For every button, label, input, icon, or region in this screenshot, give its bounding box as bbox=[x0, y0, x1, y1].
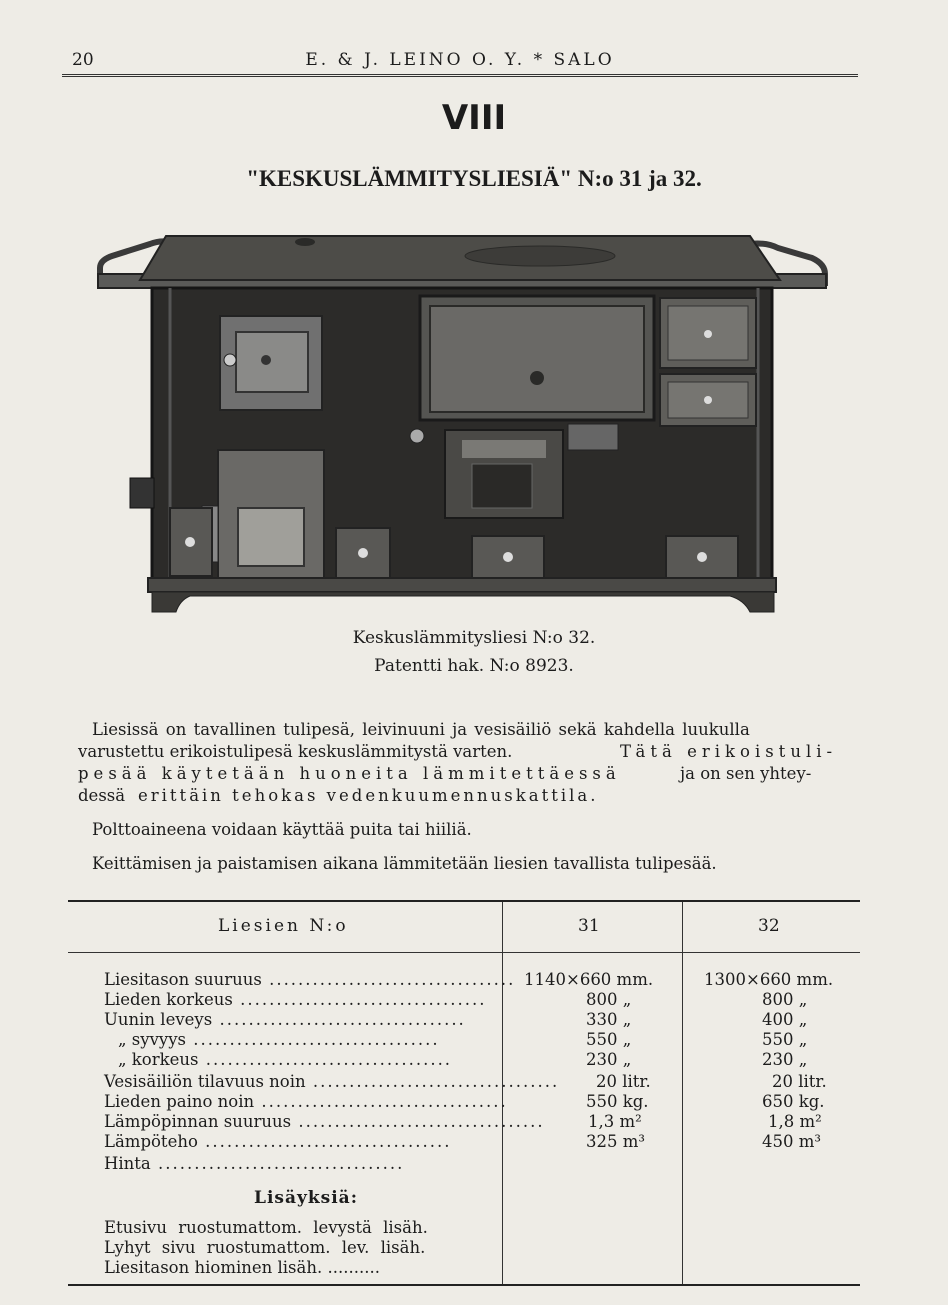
table-header-label: Liesien N:o bbox=[218, 916, 349, 936]
table-cell-31: 1140×660 mm. bbox=[524, 970, 654, 989]
table-header-col-31: 31 bbox=[578, 916, 600, 936]
running-header bbox=[62, 44, 858, 77]
table-row-label: Hinta .................................. bbox=[104, 1154, 405, 1173]
table-cell-32: 800 „ bbox=[762, 990, 808, 1009]
table-row-label: Lieden korkeus .................................. bbox=[104, 990, 487, 1009]
paragraph-line-3a: pesää käytetään huoneita lämmitettäessä bbox=[78, 764, 621, 783]
page-number: 20 bbox=[72, 50, 94, 70]
additions-item: Liesitason hiominen lisäh. .......... bbox=[104, 1258, 380, 1277]
table-cell-31: 325 m³ bbox=[586, 1132, 645, 1151]
section-number: VIII bbox=[441, 98, 507, 138]
table-cell-31: 1,3 m² bbox=[588, 1112, 642, 1131]
specifications-table bbox=[68, 900, 860, 1286]
additions-item: Etusivu ruostumattom. levystä lisäh. bbox=[104, 1218, 428, 1237]
additions-item: Lyhyt sivu ruostumattom. lev. lisäh. bbox=[104, 1238, 426, 1257]
table-cell-32: 1,8 m² bbox=[768, 1112, 822, 1131]
table-cell-32: 230 „ bbox=[762, 1050, 808, 1069]
table-cell-32: 1300×660 mm. bbox=[704, 970, 834, 989]
table-cell-32: 550 „ bbox=[762, 1030, 808, 1049]
table-row-label: Uunin leveys .................................. bbox=[104, 1010, 466, 1029]
cooking-text: Keittämisen ja paistamisen aikana lämmitetään liesien tavallista tulipesää. bbox=[92, 854, 717, 873]
table-cell-31: 230 „ bbox=[586, 1050, 632, 1069]
paragraph-line-3b: ja on sen yhtey- bbox=[680, 764, 812, 783]
table-cell-32: 400 „ bbox=[762, 1010, 808, 1029]
paragraph-line-4a: dessä bbox=[78, 786, 126, 805]
paragraph-line-4b: erittäin tehokas vedenkuumennuskattila. bbox=[138, 786, 599, 805]
additions-title: Lisäyksiä: bbox=[254, 1188, 358, 1208]
paragraph-line-2a: varustettu erikoistulipesä keskuslämmitystä varten. bbox=[78, 742, 513, 761]
table-cell-31: 800 „ bbox=[586, 990, 632, 1009]
paragraph-line-2b: Tätä erikoistuli- bbox=[620, 742, 838, 761]
table-cell-31: 550 kg. bbox=[586, 1092, 649, 1111]
table-cell-32: 20 litr. bbox=[772, 1072, 827, 1091]
table-row-label: Vesisäiliön tilavuus noin .................................. bbox=[104, 1072, 560, 1091]
table-cell-31: 20 litr. bbox=[596, 1072, 651, 1091]
table-cell-32: 650 kg. bbox=[762, 1092, 825, 1111]
table-row-label: Lämpöteho .................................. bbox=[104, 1132, 452, 1151]
table-cell-32: 450 m³ bbox=[762, 1132, 821, 1151]
paragraph-line-1: Liesissä on tavallinen tulipesä, leivinuuni ja vesisäiliö sekä kahdella luukulla bbox=[92, 720, 750, 739]
table-row-label: „ syvyys .................................. bbox=[118, 1030, 440, 1049]
table-cell-31: 550 „ bbox=[586, 1030, 632, 1049]
table-cell-31: 330 „ bbox=[586, 1010, 632, 1029]
table-row-label: „ korkeus .................................. bbox=[118, 1050, 453, 1069]
table-row-label: Lieden paino noin .................................. bbox=[104, 1092, 508, 1111]
figure-caption-model: Keskuslämmitysliesi N:o 32. bbox=[352, 628, 596, 648]
table-row-label: Lämpöpinnan suuruus .................................. bbox=[104, 1112, 545, 1131]
table-row-label: Liesitason suuruus .................................. bbox=[104, 970, 516, 989]
page-title: "KESKUSLÄMMITYSLIESIÄ" N:o 31 ja 32. bbox=[246, 166, 702, 191]
table-header-col-32: 32 bbox=[758, 916, 780, 936]
publisher-name: E. & J. LEINO O. Y. * SALO bbox=[305, 50, 615, 70]
fuel-text: Polttoaineena voidaan käyttää puita tai hiiliä. bbox=[92, 820, 472, 839]
stove-illustration bbox=[90, 228, 835, 620]
figure-caption-patent: Patentti hak. N:o 8923. bbox=[374, 656, 574, 676]
